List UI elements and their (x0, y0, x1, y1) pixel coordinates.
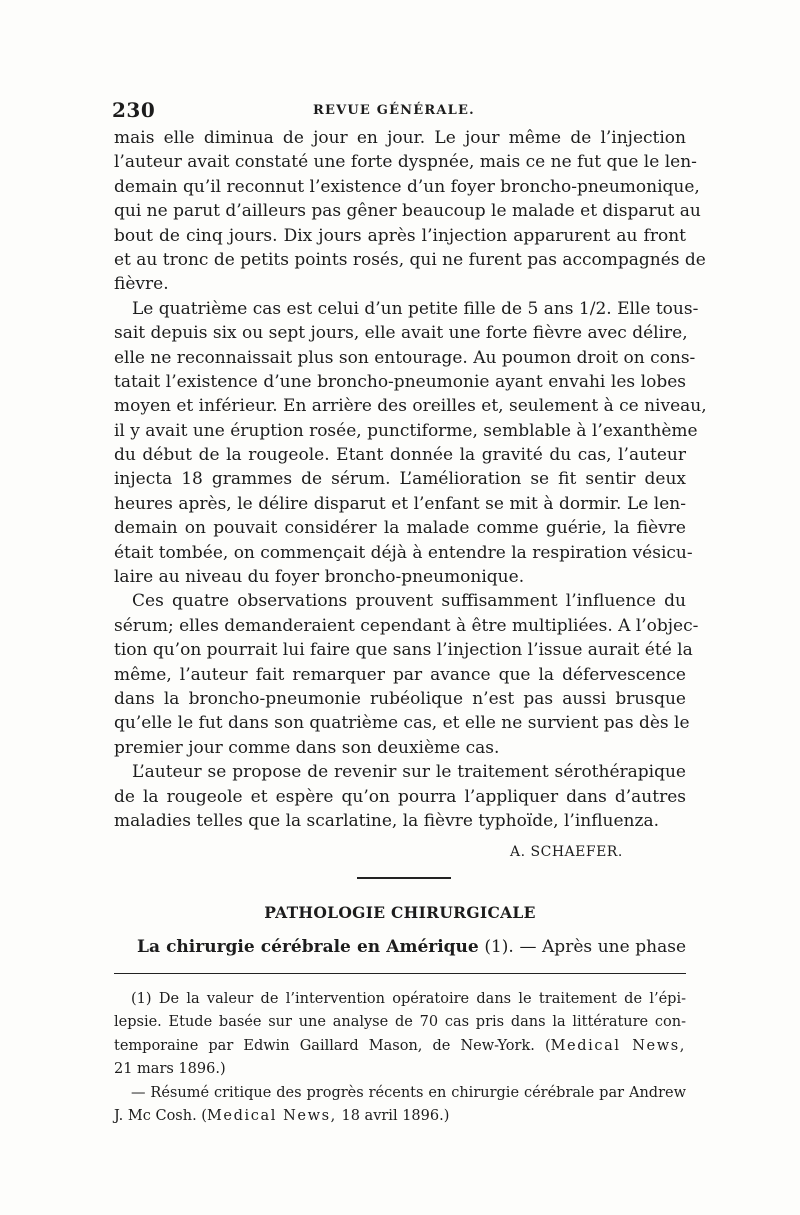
text-line: tatait l’existence d’une broncho-pneumonie ayant envahi les lobes (114, 371, 686, 392)
author-signature: A. SCHAEFER. (510, 844, 623, 860)
section-heading: PATHOLOGIE CHIRURGICALE (264, 903, 536, 922)
text-line: il y avait une éruption rosée, punctiforme, semblable à l’exanthème (114, 420, 698, 441)
footnote-line: J. Mc Cosh. (Medical News, 18 avril 1896.) (114, 1107, 450, 1124)
section-divider (357, 877, 451, 879)
text-line: elle ne reconnaissait plus son entourage. Au poumon droit on cons- (114, 347, 696, 368)
body-text (114, 126, 707, 833)
text-line: L’auteur se propose de revenir sur le traitement sérothérapique (132, 762, 686, 783)
page-number: 230 (112, 98, 156, 122)
text-line: même, l’auteur fait remarquer par avance que la défervescence (114, 664, 686, 685)
text-line: demain on pouvait considérer la malade comme guérie, la fièvre (114, 518, 686, 539)
footnote-line: 21 mars 1896.) (114, 1061, 226, 1078)
footnote-line: — Résumé critique des progrès récents en chirurgie cérébrale par Andrew (131, 1084, 686, 1101)
text-line: Le quatrième cas est celui d’un petite fille de 5 ans 1/2. Elle tous- (132, 298, 699, 319)
text-line: premier jour comme dans son deuxième cas. (114, 737, 500, 758)
text-line: dans la broncho-pneumonie rubéolique n’est pas aussi brusque (114, 688, 686, 709)
footnote-line: (1) De la valeur de l’intervention opératoire dans le traitement de l’épi- (131, 991, 686, 1007)
article-lead-text: — Après une phase (519, 937, 687, 957)
text-line: sérum; elles demanderaient cependant à être multipliées. A l’objec- (114, 615, 699, 636)
footnotes (114, 988, 686, 1128)
journal-name: Medical News, (206, 1107, 337, 1124)
text-line: était tombée, on commençait déjà à entendre la respiration vésicu- (114, 542, 693, 563)
text-line: maladies telles que la scarlatine, la fièvre typhoïde, l’influenza. (114, 810, 660, 831)
text-line: qu’elle le fut dans son quatrième cas, et elle ne survient pas dès le (114, 713, 690, 734)
text-line: l’auteur avait constaté une forte dyspnée, mais ce ne fut que le len- (114, 152, 697, 173)
text-line: de la rougeole et espère qu’on pourra l’appliquer dans d’autres (114, 786, 686, 807)
journal-name: Medical News, (550, 1037, 686, 1054)
text-line: Ces quatre observations prouvent suffisamment l’influence du (132, 591, 686, 612)
text-line: fièvre. (114, 274, 169, 295)
text-line: sait depuis six ou sept jours, elle avait une forte fièvre avec délire, (114, 323, 688, 344)
text-line: laire au niveau du foyer broncho-pneumonique. (114, 567, 525, 588)
text-line: tion qu’on pourrait lui faire que sans l’injection l’issue aurait été la (114, 640, 693, 661)
text-line: du début de la rougeole. Etant donnée la gravité du cas, l’auteur (114, 445, 686, 466)
text-line: injecta 18 grammes de sérum. L’amélioration se fit sentir deux (114, 469, 686, 490)
text-line: bout de cinq jours. Dix jours après l’injection apparurent au front (114, 225, 686, 246)
footnote-reference: (1). (484, 937, 514, 957)
footnote-author: J. Mc Cosh. (114, 1107, 197, 1124)
text-line: heures après, le délire disparut et l’enfant se mit à dormir. Le len- (114, 493, 686, 514)
article-title: La chirurgie cérébrale en Amérique (137, 937, 479, 957)
text-line: moyen et inférieur. En arrière des oreilles et, seulement à ce niveau, (114, 396, 707, 417)
text-line: et au tronc de petits points rosés, qui ne furent pas accompagnés de (114, 249, 706, 270)
text-line: mais elle diminua de jour en jour. Le jour même de l’injection (114, 128, 686, 148)
footnote-date: 18 avril 1896.) (341, 1107, 450, 1124)
article-opening-line (137, 937, 686, 957)
page-header (112, 98, 692, 122)
text-line: qui ne parut d’ailleurs pas gêner beaucoup le malade et disparut au (114, 201, 701, 222)
footnote-line: temporaine par Edwin Gaillard Mason, de New-York. (Medical News, (114, 1037, 686, 1054)
footnote-line: lepsie. Etude basée sur une analyse de 70 cas pris dans la littérature con- (114, 1014, 686, 1031)
running-head: REVUE GÉNÉRALE. (313, 103, 475, 118)
text-line: demain qu’il reconnut l’existence d’un foyer broncho-pneumonique, (114, 176, 700, 197)
footnote-text: temporaine par Edwin Gaillard Mason, de New-York. (114, 1037, 535, 1054)
footnote-rule (114, 973, 686, 974)
